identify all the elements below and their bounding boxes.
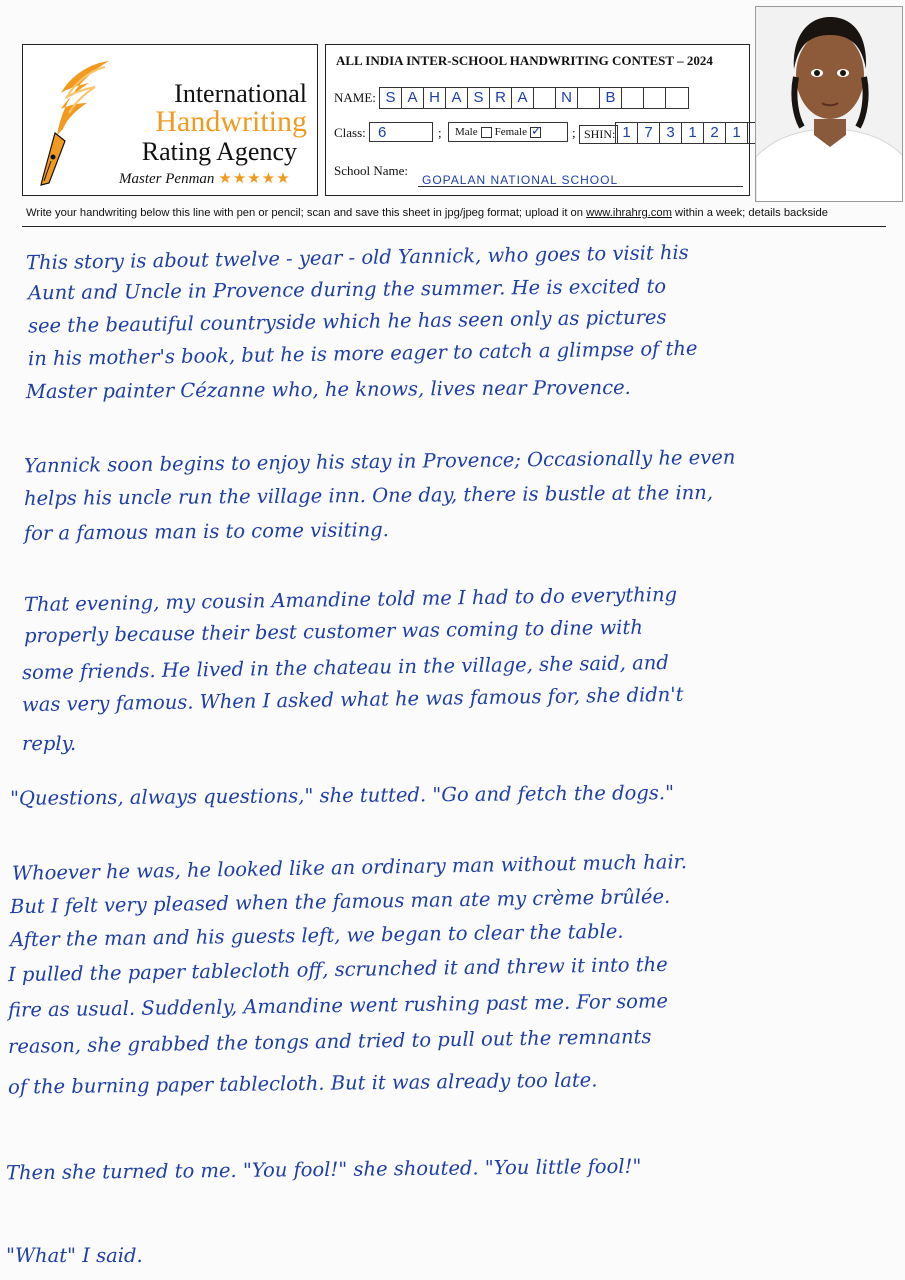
character-box[interactable]: B bbox=[600, 88, 622, 108]
handwriting-line: Then she turned to me. "You fool!" she shouted. "You little fool!" bbox=[5, 1154, 642, 1185]
star-rating-icons: ★★★★★ bbox=[218, 171, 291, 187]
handwriting-line: in his mother's book, but he is more eager to catch a glimpse of the bbox=[27, 336, 698, 371]
handwriting-line: "What" I said. bbox=[6, 1244, 143, 1267]
handwriting-line: Aunt and Uncle in Provence during the summer. He is excited to bbox=[27, 274, 667, 305]
class-label: Class: bbox=[334, 125, 366, 140]
character-box[interactable]: A bbox=[512, 88, 534, 108]
handwriting-line: But I felt very pleased when the famous man ate my crème brûlée. bbox=[9, 884, 671, 919]
upload-instruction: Write your handwriting below this line with pen or pencil; scan and save this sheet in jpg/jpeg format; upload it on www.ihrahrg.com within a week; details backside bbox=[26, 207, 828, 219]
logo-tagline: Master Penman ★★★★★ bbox=[119, 171, 291, 187]
character-box[interactable]: 3 bbox=[660, 123, 682, 143]
handwriting-line: I pulled the paper tablecloth off, scrunched it and threw it into the bbox=[7, 952, 668, 987]
separator: ; bbox=[572, 125, 576, 140]
handwriting-line: reply. bbox=[22, 732, 77, 755]
handwriting-line: some friends. He lived in the chateau in the village, she said, and bbox=[21, 650, 669, 685]
male-label: Male bbox=[455, 126, 478, 138]
class-field[interactable]: 6 bbox=[369, 122, 433, 142]
handwriting-line: for a famous man is to come visiting. bbox=[23, 518, 390, 545]
logo-line-rating-agency: Rating Agency bbox=[141, 137, 297, 166]
handwriting-line: After the man and his guests left, we began to clear the table. bbox=[9, 919, 624, 952]
character-box[interactable]: A bbox=[446, 88, 468, 108]
handwriting-line: "Questions, always questions," she tutted. "Go and fetch the dogs." bbox=[9, 781, 675, 810]
upload-link[interactable]: www.ihrahrg.com bbox=[586, 207, 672, 219]
handwriting-line: Master painter Cézanne who, he knows, lives near Provence. bbox=[25, 375, 631, 404]
character-box[interactable]: 7 bbox=[638, 123, 660, 143]
school-name-field[interactable]: GOPALAN NATIONAL SCHOOL bbox=[422, 173, 619, 187]
character-box[interactable]: S bbox=[380, 88, 402, 108]
character-box[interactable]: 1 bbox=[616, 123, 638, 143]
handwriting-line: properly because their best customer was coming to dine with bbox=[23, 615, 643, 648]
character-box[interactable]: H bbox=[424, 88, 446, 108]
shin-label: SHIN: bbox=[579, 125, 618, 144]
handwriting-line: This story is about twelve - year - old Yannick, who goes to visit his bbox=[25, 240, 689, 275]
character-box[interactable]: 2 bbox=[704, 123, 726, 143]
female-label: Female bbox=[494, 126, 527, 138]
character-box[interactable]: N bbox=[556, 88, 578, 108]
character-box[interactable]: 1 bbox=[726, 123, 748, 143]
character-box[interactable]: R bbox=[490, 88, 512, 108]
handwriting-line: of the burning paper tablecloth. But it was already too late. bbox=[7, 1068, 598, 1099]
handwriting-line: helps his uncle run the village inn. One day, there is bustle at the inn, bbox=[23, 480, 714, 511]
logo-line-handwriting: Handwriting bbox=[155, 105, 307, 138]
handwriting-line: Yannick soon begins to enjoy his stay in Provence; Occasionally he even bbox=[23, 445, 736, 478]
name-label: NAME: bbox=[334, 90, 376, 105]
logo-line-international: International bbox=[174, 79, 307, 108]
character-box[interactable]: 1 bbox=[682, 123, 704, 143]
contest-title: ALL INDIA INTER-SCHOOL HANDWRITING CONTEST – 2024 bbox=[336, 53, 713, 68]
handwriting-line: see the beautiful countryside which he has seen only as pictures bbox=[27, 305, 667, 338]
handwriting-line: fire as usual. Suddenly, Amandine went rushing past me. For some bbox=[7, 989, 669, 1022]
handwriting-line: was very famous. When I asked what he was famous for, she didn't bbox=[21, 682, 684, 717]
character-box[interactable]: A bbox=[402, 88, 424, 108]
character-box[interactable]: S bbox=[468, 88, 490, 108]
separator: ; bbox=[438, 125, 442, 140]
handwriting-line: That evening, my cousin Amandine told me I had to do everything bbox=[23, 582, 678, 617]
handwriting-line: Whoever he was, he looked like an ordinary man without much hair. bbox=[11, 850, 688, 885]
handwriting-line: reason, she grabbed the tongs and tried to pull out the remnants bbox=[7, 1024, 652, 1059]
school-name-label: School Name: bbox=[334, 163, 409, 178]
